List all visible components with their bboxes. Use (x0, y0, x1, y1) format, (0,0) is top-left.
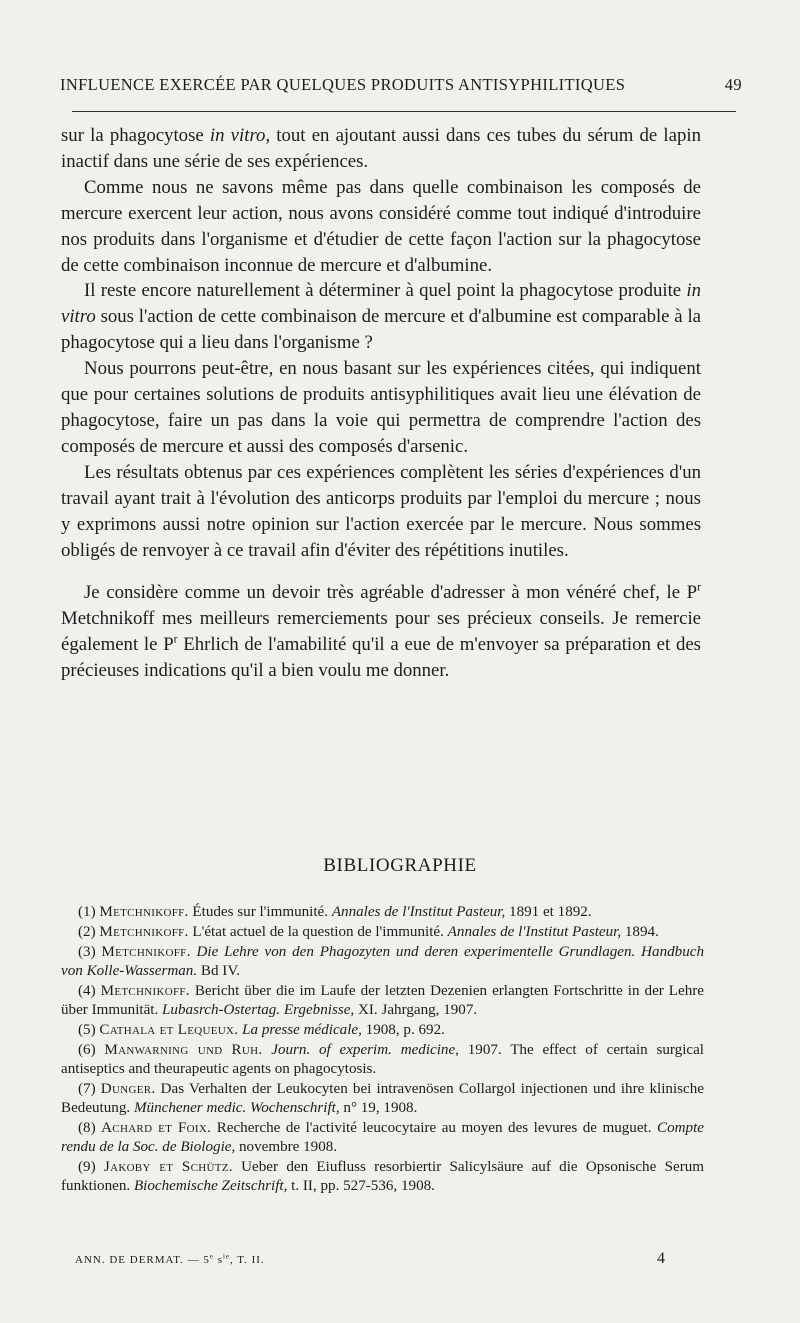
bibliography-entry (61, 943, 704, 981)
ack-text-3: Ehrlich de l'amabilité qu'il a eue de m'envoyer sa préparation et des précieuses indications qu'il a bien voulu me donner. (61, 634, 701, 682)
ref-number: (9) (78, 1159, 96, 1175)
ref-source: Münchener medic. Wochenschrift, (133, 1100, 340, 1116)
ref-author: Jakoby et Schütz. (103, 1159, 233, 1175)
ref-author: Dunger. (100, 1081, 156, 1097)
ref-number: (3) (78, 944, 96, 960)
ref-source: Annales de l'Institut Pasteur, (447, 924, 622, 940)
ref-source: Biochemische Zeitschrift, (133, 1178, 288, 1194)
body-text (61, 123, 701, 684)
footer-journal: ANN. DE DERMAT. — 5 (75, 1254, 210, 1266)
ack-text-1: Je considère comme un devoir très agréable d'adresser à mon vénéré chef, le P (84, 582, 698, 604)
ref-author: Manwarning und Ruh. (104, 1042, 263, 1058)
acknowledgement (61, 580, 701, 684)
bibliography-list (61, 903, 704, 1197)
ref-number: (8) (78, 1120, 96, 1136)
bibliography-entry (61, 1119, 704, 1157)
ref-source: La presse médicale, (242, 1022, 362, 1038)
paragraph-1 (61, 123, 701, 175)
page-footer (75, 1250, 665, 1267)
ack-sup-1: r (697, 581, 701, 595)
ref-text: L'état actuel de la question de l'immunité. (188, 924, 448, 940)
ref-number: (5) (78, 1022, 96, 1038)
ref-details: 1894. (621, 924, 659, 940)
bibliography-entry (61, 1021, 704, 1040)
ref-number: (7) (78, 1081, 96, 1097)
header-rule (72, 111, 736, 112)
ref-author: Cathala et Lequeux. (99, 1022, 239, 1038)
ref-author: Metchnikoff. (101, 944, 191, 960)
ref-author: Metchnikoff. (100, 983, 190, 999)
bibliography-entry (61, 982, 704, 1020)
paragraph-3-italic: in vitro (61, 280, 701, 328)
bibliography-title: BIBLIOGRAPHIE (323, 855, 477, 876)
paragraph-5: Les résultats obtenus par ces expériences complètent les séries d'expériences d'un travail ayant trait à l'évolution des anticorps produits par l'emploi du mercure ; nous y exprimons aussi notre opinion sur l'action exercée par le mercure. Nous sommes obligés de renvoyer à ce travail afin d'éviter des répétitions inutiles. (61, 461, 701, 561)
bibliography-entry (61, 903, 704, 922)
ref-text: Bericht über die im Laufe der letzten Dezenien erlangten Fortschritte in der Lehre über Immunität. (61, 983, 704, 1018)
paragraph-1-text: sur la phagocytose (61, 125, 210, 146)
ref-text: Das Verhalten der Leukocyten bei intravenösen Collargol injectionen und ihre klinische Bedeutung. (61, 1081, 704, 1116)
ack-sup-2: r (173, 632, 178, 646)
ref-details: n° 19, 1908. (339, 1100, 418, 1116)
signature-mark: 4 (657, 1250, 665, 1267)
bibliography-entry (61, 1041, 704, 1079)
ref-number: (6) (78, 1042, 96, 1058)
paragraph-1-italic: in vitro, (209, 125, 271, 146)
bibliography-entry (61, 923, 704, 942)
ref-number: (1) (78, 904, 96, 920)
footer-tome: , T. II. (229, 1254, 265, 1266)
ref-details: t. II, pp. 527-536, 1908. (287, 1178, 435, 1194)
ref-details: XI. Jahrgang, 1907. (354, 1002, 478, 1018)
ref-source: Annales de l'Institut Pasteur, (331, 904, 506, 920)
bibliography-entry (61, 1158, 704, 1196)
paragraph-3 (61, 278, 701, 356)
page-number: 49 (724, 75, 742, 94)
ref-author: Metchnikoff. (99, 904, 189, 920)
ref-source: Lubasrch-Ostertag. Ergebnisse, (162, 1002, 355, 1018)
ack-text-2: Metchnikoff mes meilleurs remerciements pour ses précieux conseils. Je remercie également le P (61, 608, 701, 656)
ref-author: Achard et Foix. (101, 1120, 212, 1136)
ref-text: Recherche de l'activité leucocytaire au moyen des levures de muguet. (211, 1120, 658, 1136)
paragraph-3-text-end: sous l'action de cette combinaison de mercure et d'albumine est comparable à la phagocytose qui a lieu dans l'organisme ? (61, 306, 701, 354)
footer-series-sup: e (209, 1253, 214, 1261)
ref-number: (2) (78, 924, 96, 940)
running-title: INFLUENCE EXERCÉE PAR QUELQUES PRODUITS ANTISYPHILITIQUES (60, 75, 626, 94)
ref-author: Metchnikoff. (99, 924, 189, 940)
ref-details: novembre 1908. (235, 1139, 338, 1155)
ref-source: Journ. of experim. medicine, (271, 1042, 459, 1058)
paragraph-1-text-end: tout en ajoutant aussi dans ces tubes du sérum de lapin inactif dans une série de ses expériences. (61, 125, 701, 172)
ref-text: Études sur l'immunité. (188, 904, 332, 920)
ref-source: Compte rendu de la Soc. de Biologie, (61, 1120, 704, 1155)
ref-details: Bd IV. (197, 963, 241, 979)
ref-source: Die Lehre von den Phagozyten und deren experimentelle Grundlagen. Handbuch von Kolle-Wasserman. (61, 944, 705, 979)
ref-details: 1891 et 1892. (505, 904, 592, 920)
ref-text: Ueber den Eiufluss resorbiertir Salicylsäure auf die Opsonische Serum funktionen. (61, 1159, 705, 1194)
bibliography-entry (61, 1080, 704, 1118)
paragraph-3-text: Il reste encore naturellement à déterminer à quel point la phagocytose produite (84, 280, 687, 302)
ref-details: 1908, p. 692. (361, 1022, 445, 1038)
paragraph-2: Comme nous ne savons même pas dans quelle combinaison les composés de mercure exercent leur action, nous avons considéré comme tout indiqué d'introduire nos produits dans l'organisme et d'étudier de cette façon l'action sur la phagocytose de cette combinaison inconnue de mercure et d'albumine. (61, 176, 701, 276)
footer-series: s (213, 1254, 223, 1266)
ref-text (262, 1042, 271, 1058)
paragraph-4: Nous pourrons peut-être, en nous basant sur les expériences citées, qui indiquent que pour certaines solutions de produits antisyphilitiques avait lieu une élévation de phagocytose, faire un pas dans la voie qui permettra de comprendre l'action des composés de mercure et aussi des composés d'arsenic. (61, 358, 701, 457)
ref-number: (4) (78, 983, 96, 999)
ref-details: 1907. The effect of certain surgical antiseptics and theurapeutic agents on phagocytosis. (61, 1042, 704, 1077)
footer-series-sup2: ie (222, 1253, 230, 1261)
